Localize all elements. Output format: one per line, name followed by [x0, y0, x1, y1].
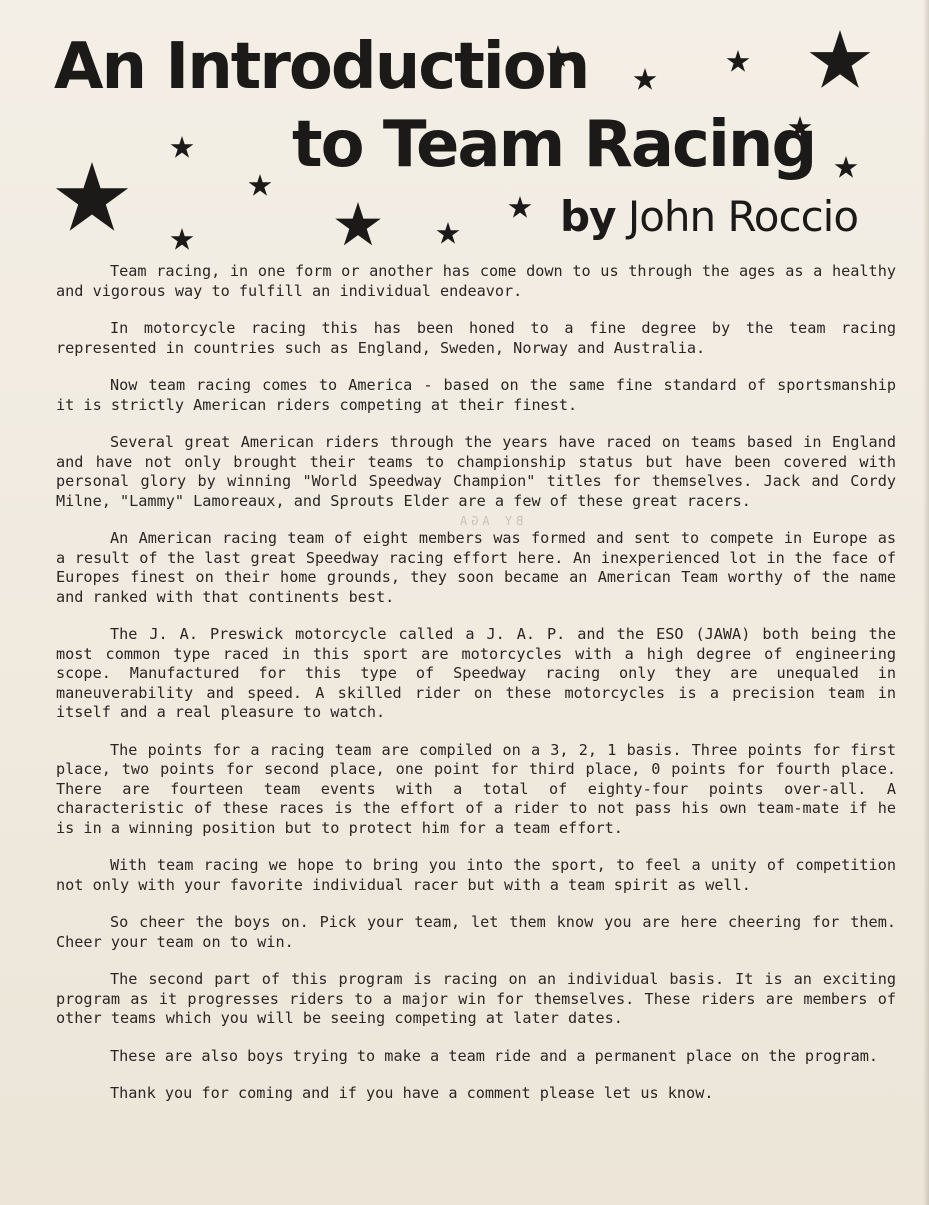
star-icon: [437, 222, 460, 244]
paragraph: The second part of this program is racing on an individual basis. It is an exciting program as it progresses riders to a major win for themselves. These riders are members of other teams which you will be seeing competing at later dates.: [56, 970, 896, 1027]
star-icon: [335, 202, 381, 245]
paragraph: These are also boys trying to make a team ride and a permanent place on the program.: [110, 1046, 879, 1065]
star-icon: [634, 68, 657, 90]
paragraph: With team racing we hope to bring you into the sport, to feel a unity of competition not only with your favorite individual racer but with a team spirit as well.: [56, 856, 896, 894]
title-line-2: to Team Racing: [292, 108, 816, 182]
star-icon: [171, 228, 194, 250]
paragraph: The J. A. Preswick motorcycle called a J. A. P. and the ESO (JAWA) both being the most common type raced in this sport are motorcycles with a high degree of engineering scope. Manufactured for this type of Speedway racing only they are unequaled in maneuverability and speed. A skilled rider on these motorcycles is a precision team in itself and a real pleasure to watch.: [56, 625, 896, 721]
title-line-1: An Introduction: [54, 30, 589, 104]
paragraph: Team racing, in one form or another has come down to us through the ages as a healthy and vigorous way to fulfill an individual endeavor.: [56, 262, 896, 300]
paragraph: Now team racing comes to America - based on the same fine standard of sportsmanship it is strictly American riders competing at their finest.: [56, 376, 896, 414]
paragraph: Several great American riders through the years have raced on teams based in England and have not only brought their teams to championship status but have been covered with personal glory by winning "World Speedway Champion" titles for themselves. Jack and Cordy Milne, "Lammy" Lamoreaux, and Sprouts Elder are a few of these great racers.: [56, 433, 896, 510]
byline-by: by: [560, 192, 616, 241]
byline: [560, 192, 858, 241]
star-icon: [727, 50, 750, 72]
byline-author: John Roccio: [627, 192, 859, 241]
star-icon: [835, 156, 858, 178]
paragraph: An American racing team of eight members was formed and sent to compete in Europe as a result of the last great Speedway racing effort here. An inexperienced lot in the face of Europes finest on their home grounds, they soon became an American Team worthy of the name and ranked with that continents best.: [56, 529, 896, 606]
bleed-through-text: BY AGA: [456, 514, 524, 528]
paragraph: In motorcycle racing this has been honed to a fine degree by the team racing represented in countries such as England, Sweden, Norway and Australia.: [56, 319, 896, 357]
star-icon: [810, 30, 871, 88]
star-icon: [249, 174, 272, 196]
paragraph: Thank you for coming and if you have a comment please let us know.: [110, 1084, 714, 1102]
paragraph: The points for a racing team are compiled on a 3, 2, 1 basis. Three points for first place, two points for second place, one point for third place, 0 points for fourth place. There are fourteen team events with a total of eighty-four points over-all. A characteristic of these races is the effort of a rider to not pass his own team-mate if he is in a winning position but to protect him for a team effort.: [56, 740, 896, 837]
star-icon: [56, 162, 128, 231]
paragraph: So cheer the boys on. Pick your team, let them know you are here cheering for them. Cheer your team on to win.: [56, 913, 896, 951]
star-icon: [509, 196, 532, 218]
star-icon: [171, 136, 194, 158]
article-body: [56, 262, 896, 1122]
